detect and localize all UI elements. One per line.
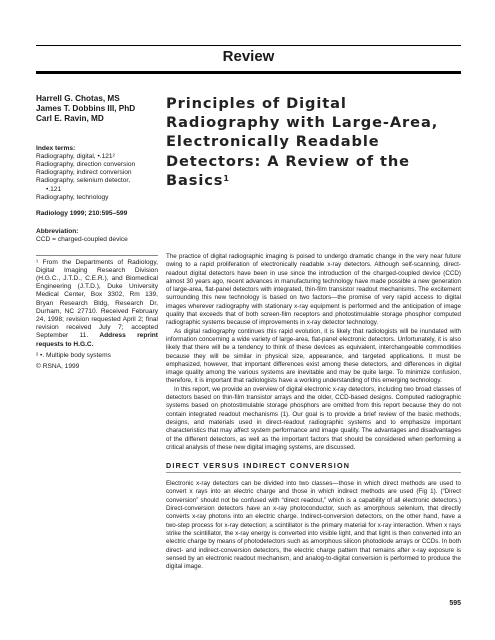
section-label: Review (222, 48, 275, 65)
article-body (166, 253, 461, 571)
author-list (36, 94, 158, 125)
section-heading: DIRECT VERSUS INDIRECT CONVERSION (166, 461, 461, 473)
article-title (166, 94, 461, 190)
index-term: Radiography, indirect conversion (36, 169, 132, 177)
article-title-text: Principles of Digital Radiography with Large-Area, Electronically Readable Detectors: A Review of the Basics (166, 95, 439, 189)
body-paragraph: In this report, we provide an overview of digital electronic x-ray detectors, including two broad classes of detectors based on thin-film transistor arrays and the older, CCD-based designs. Computed radiographic systems based on photostimulable storage phosphors are omitted from this report because they do not contain integrated readout mechanisms (1). Our goal is to provide a brief review of the basic methods, designs, and materials used in direct-readout radiographic systems and to emphasize important characteristics that may affect system performance and image quality. The advantages and disadvantages of the different detectors, as well as the important factors that should be considered when performing a critical analysis of these new digital imaging systems, are discussed. (166, 385, 461, 451)
index-term: •.121 (46, 185, 62, 193)
citation: Radiology 1999; 210:595–599 (36, 210, 128, 218)
index-terms (36, 153, 158, 202)
body-paragraph: Electronic x-ray detectors can be divided into two classes—those in which direct methods are used to convert x rays into an electric charge and those in which indirect methods are used (Fig 1). (“Direct conversion” should not be confused with “direct readout,” which is a capability of all electronic detectors.) Direct-conversion detectors have an x-ray photoconductor, such as amorphous selenium, that directly converts x-ray photons into an electric charge. Indirect-conversion detectors, on the other hand, have a two-step process for x-ray detection; a scintillator is the primary material for x-ray interaction. When x rays strike the scintillator, the x-ray energy is converted into visible light, and that light is then converted into an electric charge by means of photodetectors such as amorphous silicon photodiode arrays or CCDs. In both direct- and indirect-conversion detectors, the electric charge pattern that remains after x-ray exposure is sensed by an electronic readout mechanism, and analog-to-digital conversion is performed to produce the digital image. (166, 480, 461, 571)
index-term: Radiography, digital, •.121² (36, 152, 115, 160)
abbreviation-label: Abbreviation: (36, 228, 79, 236)
body-paragraph: The practice of digital radiographic imaging is poised to undergo dramatic change in the very near future owing to a rapid proliferation of electronically readable x-ray detectors. Although self-scanning, direct-readout digital detectors have been in use since the introduction of the charged-coupled device (CCD) almost 30 years ago, recent advances in manufacturing technology have made possible a new generation of large-area, flat-panel detectors with integrated, thin-film transistor readout mechanisms. The excitement surrounding this new technology is based on two factors—the promise of very rapid access to digital images wherever radiography with stationary x-ray equipment is performed and the anticipation of image quality that exceeds that of both screen-film receptors and photostimulable storage phosphor computed radiographic systems because of improvements in x-ray detector technology. (166, 253, 461, 327)
left-column (36, 94, 158, 371)
abbreviation-entry: CCD = charged-coupled device (36, 236, 128, 244)
reprint-request: Address reprint requests to H.G.C. (36, 332, 158, 348)
abbreviations (36, 228, 158, 244)
body-paragraph: As digital radiography continues this rapid evolution, it is likely that radiologists will be inundated with information concerning a wide variety of large-area, flat-panel electronic detectors. Unfortunately, it is also likely that there will be a tendency to think of these devices as equivalent, interchangeable commodities because they will be similar in physical size, appearance, and targeted applications. It must be emphasized, however, that important differences exist among these detectors, and differences in digital image quality among the various systems are inevitable and may be quite large. To minimize confusion, therefore, it is important that radiologists have a working understanding of this emerging technology. (166, 327, 461, 385)
index-terms-label: Index terms: (36, 144, 76, 152)
index-term: Radiography, technology (36, 193, 109, 201)
copyright: © RSNA, 1999 (36, 363, 80, 371)
affiliation-note (36, 255, 158, 349)
index-term: Radiography, direction conversion (36, 161, 136, 169)
author-name: Carl E. Ravin, MD (36, 114, 104, 124)
page-number: 595 (449, 600, 461, 607)
section-header (36, 45, 461, 74)
title-footnote-marker: 1 (223, 173, 229, 183)
affiliation-text: ¹ From the Departments of Radiology, Digital Imaging Research Division (H.G.C., J.T.D., C.E.R.), and Biomedical Engineering (J.T.D.), Duke University Medical Center, Box 3302, Rm 139, Bryan Research Bldg, Research Dr, Durham, NC 27710. Received February 24, 1998; revision requested April 2; final revision received July 7; accepted September 11. (36, 258, 158, 340)
author-name: Harrell G. Chotas, MS (36, 94, 120, 103)
index-term: Radiography, selenium detector, (36, 177, 131, 185)
footnote: ² •. Multiple body systems (36, 351, 111, 359)
author-name: James T. Dobbins III, PhD (36, 104, 136, 114)
